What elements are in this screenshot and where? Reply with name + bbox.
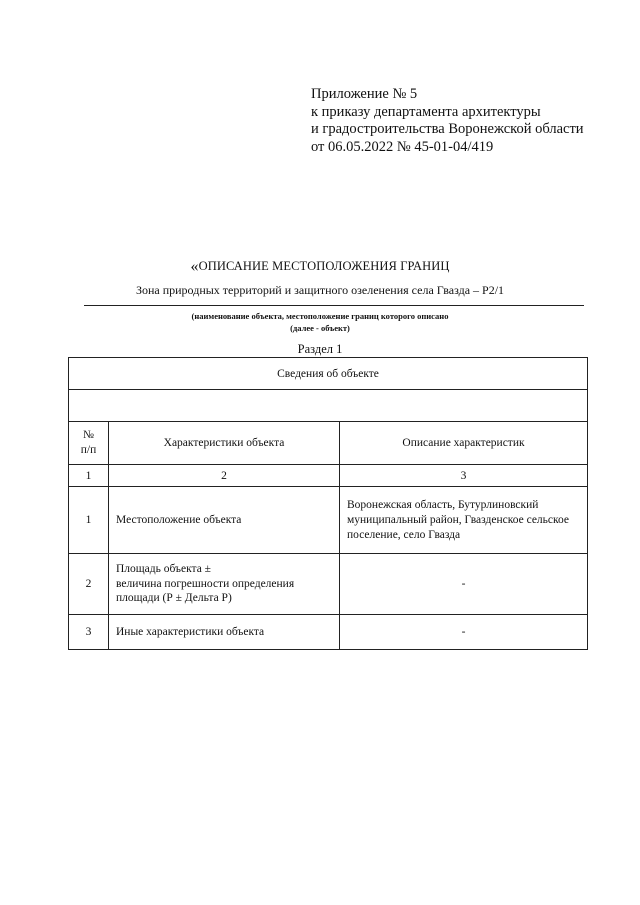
appendix-line-3: и градостроительства Воронежской области <box>311 121 584 137</box>
row-number: 2 <box>69 554 109 615</box>
row-characteristic <box>109 554 340 615</box>
row-description: - <box>340 554 588 615</box>
table-title-row <box>69 358 588 390</box>
title-open-quote: « <box>190 258 199 275</box>
underline-rule <box>84 305 584 306</box>
appendix-line-1: Приложение № 5 <box>311 86 418 102</box>
table-header-row <box>69 422 588 465</box>
title-text: ОПИСАНИЕ МЕСТОПОЛОЖЕНИЯ ГРАНИЦ <box>198 259 450 273</box>
blank-cell <box>69 390 588 422</box>
column-number: 1 <box>69 465 109 487</box>
header-num-line-2: п/п <box>80 444 97 456</box>
table-row <box>69 487 588 554</box>
object-name: Зона природных территорий и защитного озеленения села Гвазда – Р2/1 <box>135 283 505 297</box>
row-description: - <box>340 615 588 650</box>
header-characteristic: Характеристики объекта <box>109 422 340 465</box>
appendix-line-2: к приказу департамента архитектуры <box>311 103 541 120</box>
header-num-line-1: № <box>83 429 94 441</box>
table-row <box>69 615 588 650</box>
appendix-line-4: от 06.05.2022 № 45-01-04/419 <box>311 138 494 155</box>
row-characteristic: Иные характеристики объекта <box>109 615 340 650</box>
row-description: Воронежская область, Бутурлиновский муниципальный район, Гвазденское сельское поселение, село Гвазда <box>340 487 588 554</box>
column-number: 3 <box>340 465 588 487</box>
row-number: 3 <box>69 615 109 650</box>
row-characteristic-line-1: Площадь объекта ± <box>116 563 211 576</box>
row-number: 1 <box>69 487 109 554</box>
section-label: Раздел 1 <box>297 342 343 356</box>
column-number-row <box>69 465 588 487</box>
row-characteristic-line-2: величина погрешности определения площади (Р ± Дельта Р) <box>116 577 295 605</box>
object-info-table <box>68 357 588 650</box>
caption-line-1: (наименование объекта, местоположение границ которого описано <box>191 311 449 321</box>
column-number: 2 <box>109 465 340 487</box>
table-title: Сведения об объекте <box>69 358 588 390</box>
appendix-header <box>311 86 584 156</box>
caption-line-2: (далее - объект) <box>290 323 350 333</box>
object-caption <box>0 310 640 334</box>
header-num <box>69 422 109 465</box>
header-description: Описание характеристик <box>340 422 588 465</box>
table-blank-row <box>69 390 588 422</box>
table-row <box>69 554 588 615</box>
document-title <box>0 258 640 276</box>
row-characteristic: Местоположение объекта <box>109 487 340 554</box>
